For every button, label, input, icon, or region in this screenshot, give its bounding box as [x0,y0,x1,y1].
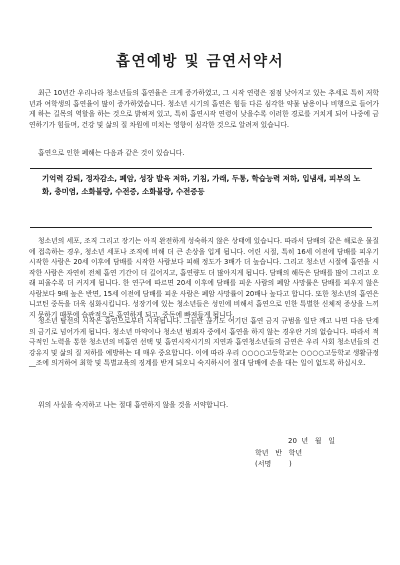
class-line: 학년 반 학년 [255,449,303,457]
intro-paragraph: 최근 10년간 우리나라 청소년들의 흡연율은 크게 증가하였고, 그 시작 연령은 점점 낮아지고 있는 추세로 특히 저학년과 여학생의 흡연율이 많이 증가하였습니다. 청소년 시기의 흡연은 힘들 다른 심각한 약물 남용이나 비행으로 들어가게 하는 길목의 역할을 하는 것으로 밝혀져 있고, 특히 흡연시작 연령이 낮을수록 이러한 경로를 거치게 되어 나중에 금연하기가 힘들며, 건강 및 삶의 질 차원에 미치는 영향이 심각한 것으로 알려져 있습니다. [29,89,379,129]
health-effects-paragraph: 청소년의 세포, 조직 그리고 장기는 아직 완전하게 성숙하지 않은 상태에 있습니다. 따라서 담배의 같은 해로운 물질에 접촉하는 경우, 청소년 세포나 조직에 비해 더 큰 손상을 입게 됩니다. 어린 시절, 특히 16세 이전에 담배를 피우기 시작한 사람은 20세 이후에 담배를 시작한 사람보다 피해 정도가 3배가 더 높습니다. 그리고 청소년 시절에 흡연을 시작한 사람은 자연히 전체 흡연 기간이 더 길어지고, 흡연량도 더 많아지게 됩니다. 담배의 해독은 담배를 많이 그리고 오래 피울수록 더 커지게 됩니다. 한 연구에 따르면 20세 이후에 담배를 피운 사람의 폐암 사망률은 담배를 피우지 않은 사람보다 9배 높은 반면, 15세 이전에 담배를 피운 사람은 폐암 사망률이 20배나 높다고 합니다. 또한 청소년의 흡연은 니코틴 중독을 더욱 심화시킵니다. 성장기에 있는 청소년들은 성인에 비해서 흡연으로 인한 특별한 신체적 증상을 느끼지 못하기 때문에 습관적으로 흡연하게 되고, 중독에 빠져들게 됩니다. [29,237,379,319]
harms-box [30,168,372,228]
document-title: 흡연예방 및 금연서약서 [115,54,285,70]
date-line: 20 년 월 일 [288,437,335,445]
harms-list: 기억력 감퇴, 정자감소, 폐암, 성장 발육 저하, 기침, 가래, 두통, 학습능력 저하, 입냄새, 피부의 노화, 충미염, 소화불량, 수전증, 소화불량, 수전증등 [42,174,361,196]
school-rules-paragraph: 청소년 탈선의 시작은 흡연으로부터 시작됩니다. 그들만 끊기도 여기던 흡연 금지 규범을 일단 깨고 나면 다음 단계의 금기로 넘어가게 됩니다. 청소년 마약이나 청소년 범죄자 중에서 흡연을 하지 않는 경우란 거의 없습니다. 따라서 적극적인 노력을 통한 청소년의 비흡연 선택 및 흡연시작시기의 지연과 흡연청소년들의 금연은 우리 사회 청소년들의 건강유지 및 삶의 질 저하를 예방하는 데 매우 중요합니다. 이에 따라 우리 ○○○○고등학교는 ○○○○고등학교 생활규정 __조에 의거하여 최학 및 특별교육의 징계를 받게 되오니 숙지하시어 절대 담배에 손을 대는 일이 없도록 하십시오. [29,317,379,367]
signature-line: (서명 ) [255,460,292,468]
harms-lead-paragraph: 흡연으로 인한 폐해는 다음과 같은 것이 있습니다. [38,149,185,157]
pledge-statement: 위의 사실을 숙지하고 나는 절대 흡연하지 않을 것을 서약합니다. [38,401,229,409]
